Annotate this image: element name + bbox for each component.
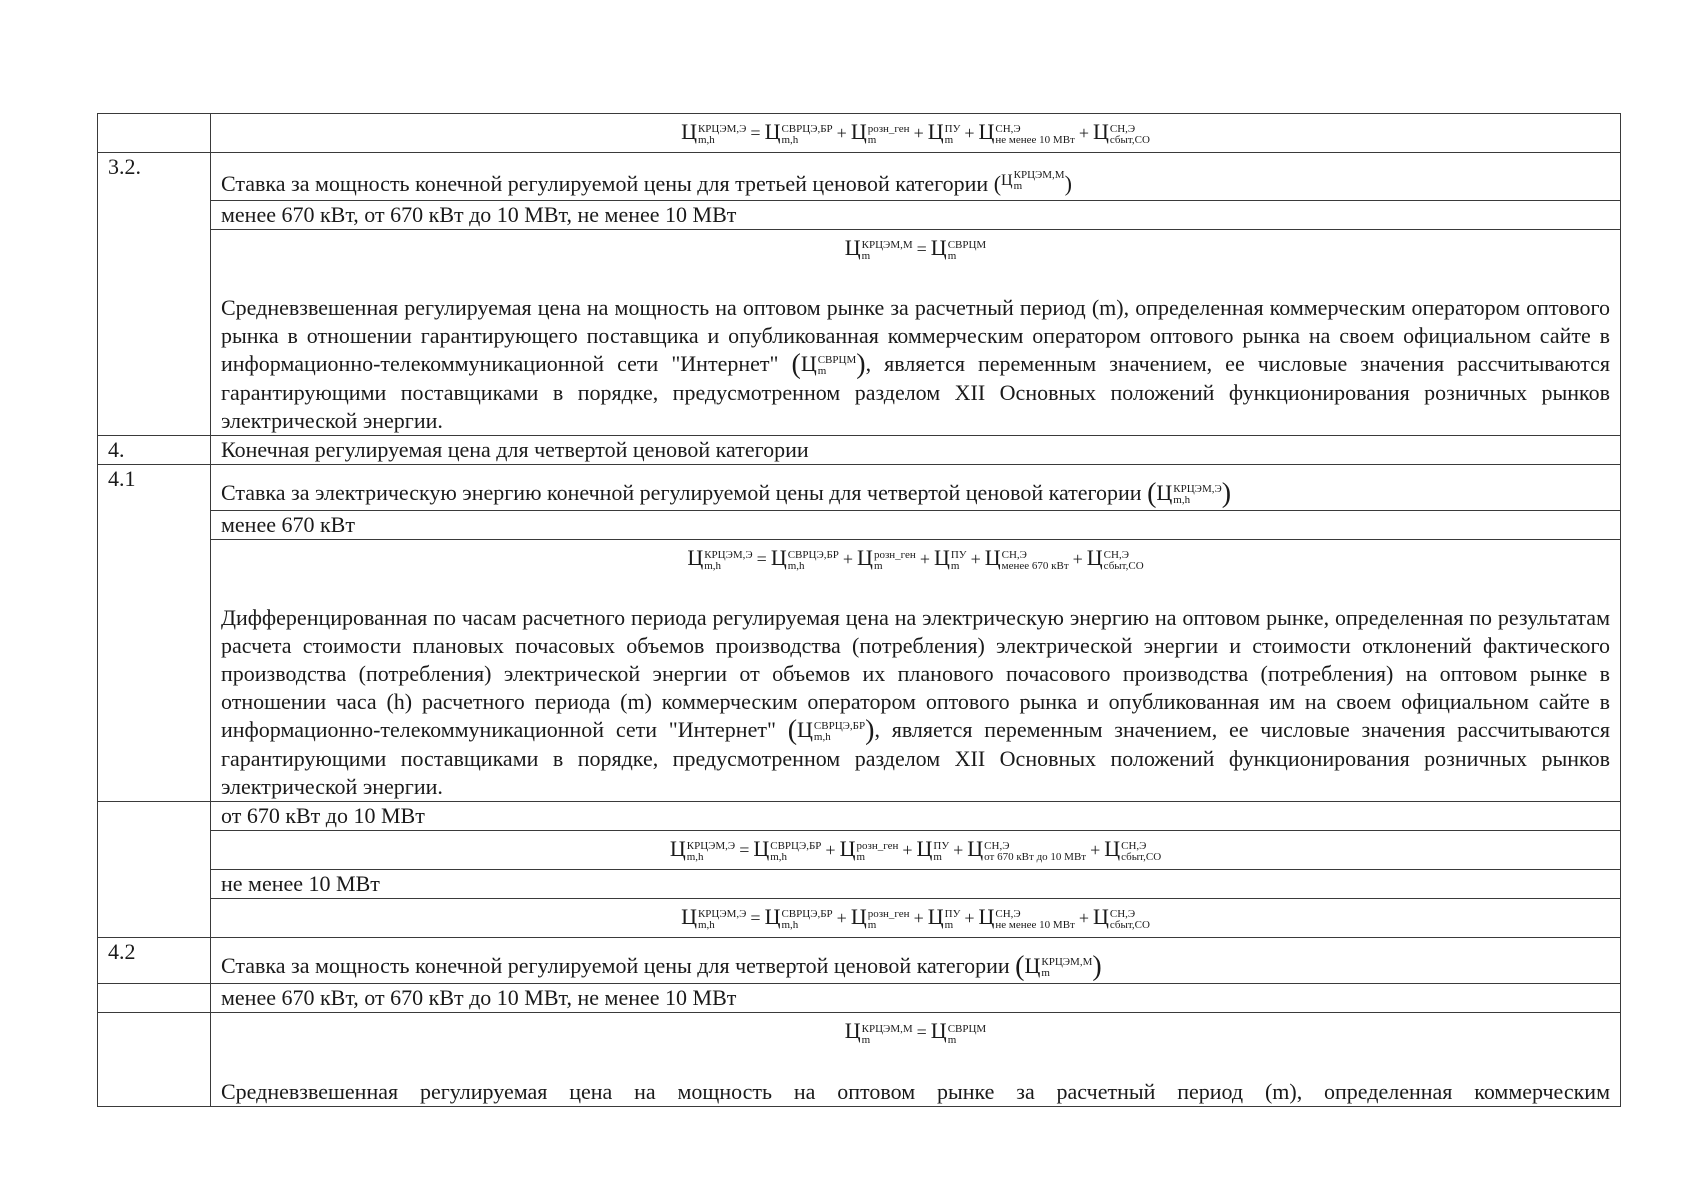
formula-term: Ц розн_ген m: [850, 904, 910, 932]
table-row: [98, 1013, 1621, 1106]
formula-term: Ц ПУ m: [933, 545, 967, 573]
row-number-cell: [98, 230, 211, 436]
formula-cell: [211, 899, 1621, 938]
table-row: [98, 511, 1621, 540]
formula: [221, 540, 1610, 578]
formula-term: Ц СВРЦЭ,БР m,h: [764, 904, 833, 932]
equals-sign: =: [916, 239, 927, 260]
row-number-cell: 4.: [98, 436, 211, 465]
equals-sign: =: [739, 840, 750, 861]
formula-term: Ц СН,Э сбыт,СО: [1086, 545, 1144, 573]
formula-term: Ц СВРЦЭ,БР m,h: [770, 545, 839, 573]
plus-sign: +: [953, 840, 964, 861]
plus-sign: +: [1078, 908, 1090, 929]
plus-sign: +: [902, 840, 913, 861]
table-row: [98, 153, 1621, 201]
row-number-cell: 4.1: [98, 465, 211, 511]
plus-sign: +: [919, 549, 930, 570]
formula-term: Ц СВРЦЭ,БР m,h: [764, 119, 833, 147]
plus-sign: +: [964, 908, 975, 929]
plus-sign: +: [842, 549, 854, 570]
formula: [221, 230, 1610, 268]
description-paragraph: Дифференцированная по часам расчетного периода регулируемая цена на электрическую энергию на оптовом рынке, определенная по результатам расчета стоимости плановых почасовых объемов производства (потребления) электрической энергии и стоимости отклонений фактического производства (потребления) электрической энергии от объемов их планового почасового производства (потребления) на оптовом рынке в отношении часа (h) расчетного периода (m) коммерческим оператором оптового рынка и опубликованная им на своем официальном сайте в информационно-телекоммуникационной сети "Интернет" (Ц СВРЦЭ,БР m,h ), является переменным значением, ее числовые значения рассчитываются гарантирующими поставщиками в порядке, предусмотренном разделом XII Основных положений функционирования розничных рынков электрической энергии.: [221, 605, 1610, 800]
row-number-cell: [98, 511, 211, 540]
tariff-table: [97, 113, 1621, 1107]
price-symbol: Ц: [1024, 953, 1041, 979]
section-heading: Ставка за электрическую энергию конечной регулируемой цены для четвертой ценовой категории (Ц КРЦЭМ,Э m,h ): [221, 478, 1232, 510]
formula-term: Ц СН,Э сбыт,СО: [1093, 904, 1150, 932]
capacity-range-cell: менее 670 кВт, от 670 кВт до 10 МВт, не менее 10 МВт: [211, 984, 1621, 1013]
row-number-cell: [98, 540, 211, 802]
row-number-cell: [98, 1013, 211, 1106]
formula-description-cell: [211, 230, 1621, 436]
heading-text: Ставка за мощность конечной регулируемой цены для третьей ценовой категории (: [221, 171, 1002, 197]
formula-term: Ц СН,Э менее 670 кВт: [984, 545, 1069, 573]
formula-term: Ц СН,Э не менее 10 МВт: [978, 904, 1075, 932]
section-heading-cell: [211, 153, 1621, 201]
formula-cell: [211, 831, 1621, 870]
table-row: [98, 899, 1621, 938]
section-title-cell: Конечная регулируемая цена для четвертой ценовой категории: [211, 436, 1621, 465]
row-number-cell: [98, 114, 211, 153]
capacity-range-cell: менее 670 кВт, от 670 кВт до 10 МВт, не менее 10 МВт: [211, 201, 1621, 230]
row-number-cell: [98, 899, 211, 938]
section-heading: [221, 153, 1610, 200]
plus-sign: +: [913, 123, 924, 143]
table-row: [98, 436, 1621, 465]
plus-sign: +: [1072, 549, 1083, 570]
table-row: [98, 230, 1621, 436]
formula-lhs: Ц КРЦЭМ,Э m,h: [681, 119, 747, 147]
formula-term: Ц СН,Э от 670 кВт до 10 МВт: [967, 836, 1087, 864]
formula-term: Ц розн_ген m: [839, 836, 899, 864]
equals-sign: =: [750, 123, 761, 143]
price-symbol: Ц КРЦЭМ,М m: [1001, 169, 1065, 193]
formula-term: Ц розн_ген m: [857, 545, 916, 573]
table-row: [98, 831, 1621, 870]
formula-description-cell: [211, 540, 1621, 802]
plus-sign: +: [836, 123, 847, 143]
formula-term: Ц СН,Э сбыт,СО: [1104, 836, 1162, 864]
capacity-range-cell: от 670 кВт до 10 МВт: [211, 802, 1621, 831]
close-paren: ): [1064, 171, 1072, 197]
formula-cell: [211, 114, 1621, 153]
capacity-range-cell: не менее 10 МВт: [211, 870, 1621, 899]
price-symbol: Ц: [797, 717, 813, 743]
table-row: [98, 938, 1621, 984]
description-paragraph: Средневзвешенная регулируемая цена на мощность на оптовом рынке за расчетный период (m), определенная коммерческим: [221, 1078, 1610, 1104]
plus-sign: +: [1090, 840, 1101, 861]
formula-lhs: Ц КРЦЭМ,Э m,h: [687, 545, 753, 573]
formula-lhs: Ц КРЦЭМ,Э m,h: [669, 836, 736, 864]
row-number-cell: [98, 802, 211, 831]
formula-term: Ц ПУ m: [927, 904, 961, 932]
plus-sign: +: [913, 908, 924, 929]
row-number-cell: 4.2: [98, 938, 211, 984]
formula-lhs: Ц КРЦЭМ,Э m,h: [681, 904, 747, 932]
table-row: [98, 114, 1621, 153]
formula-term: Ц СВРЦЭ,БР m,h: [753, 836, 822, 864]
formula-term: Ц ПУ m: [916, 836, 950, 864]
table-row: [98, 802, 1621, 831]
formula-lhs: Ц КРЦЭМ,М m: [844, 1018, 913, 1046]
row-number-cell: [98, 870, 211, 899]
formula-term: Ц СН,Э сбыт,СО: [1093, 119, 1150, 147]
formula-lhs: Ц КРЦЭМ,М m: [844, 235, 913, 263]
price-symbol: Ц: [1156, 480, 1173, 506]
row-number-cell: [98, 201, 211, 230]
document-page: [97, 113, 1621, 1107]
equals-sign: =: [756, 549, 767, 570]
formula: [221, 831, 1610, 869]
price-symbol: Ц: [800, 351, 817, 377]
plus-sign: +: [836, 908, 847, 929]
formula: [221, 1013, 1610, 1051]
formula-term: Ц ПУ m: [927, 119, 961, 147]
row-number-cell: [98, 984, 211, 1013]
table-row: [98, 540, 1621, 802]
plus-sign: +: [964, 123, 975, 143]
section-heading: Ставка за мощность конечной регулируемой цены для четвертой ценовой категории (Ц КРЦЭМ,М m ): [221, 951, 1102, 983]
plus-sign: +: [970, 549, 981, 570]
section-heading-cell: [211, 465, 1621, 511]
table-row: [98, 870, 1621, 899]
formula-term: Ц СВРЦМ m: [930, 235, 987, 263]
row-number-cell: 3.2.: [98, 153, 211, 201]
section-heading-cell: [211, 938, 1621, 984]
formula-description-cell: [211, 1013, 1621, 1106]
table-row: [98, 984, 1621, 1013]
equals-sign: =: [750, 908, 761, 929]
formula-term: Ц розн_ген m: [850, 119, 910, 147]
description-paragraph: Средневзвешенная регулируемая цена на мощность на оптовом рынке за расчетный период (m), определенная коммерческим оператором оптового рынка в отношении гарантирующего поставщика и опубликованная коммерческим оператором оптового рынка на своем официальном сайте в информационно-телекоммуникационной сети "Интернет" (Ц СВРЦМ m ), является переменным значением, ее числовые значения рассчитываются гарантирующими поставщиками в порядке, предусмотренном разделом XII Основных положений функционирования розничных рынков электрической энергии.: [221, 295, 1610, 434]
formula-term: Ц СВРЦМ m: [930, 1018, 987, 1046]
formula-term: Ц СН,Э не менее 10 МВт: [978, 119, 1075, 147]
capacity-range-cell: менее 670 кВт: [211, 511, 1621, 540]
table-row: [98, 465, 1621, 511]
row-number-cell: [98, 831, 211, 870]
table-row: [98, 201, 1621, 230]
plus-sign: +: [1078, 123, 1090, 143]
formula: [221, 114, 1610, 152]
equals-sign: =: [916, 1022, 927, 1043]
plus-sign: +: [825, 840, 836, 861]
formula: [221, 899, 1610, 937]
